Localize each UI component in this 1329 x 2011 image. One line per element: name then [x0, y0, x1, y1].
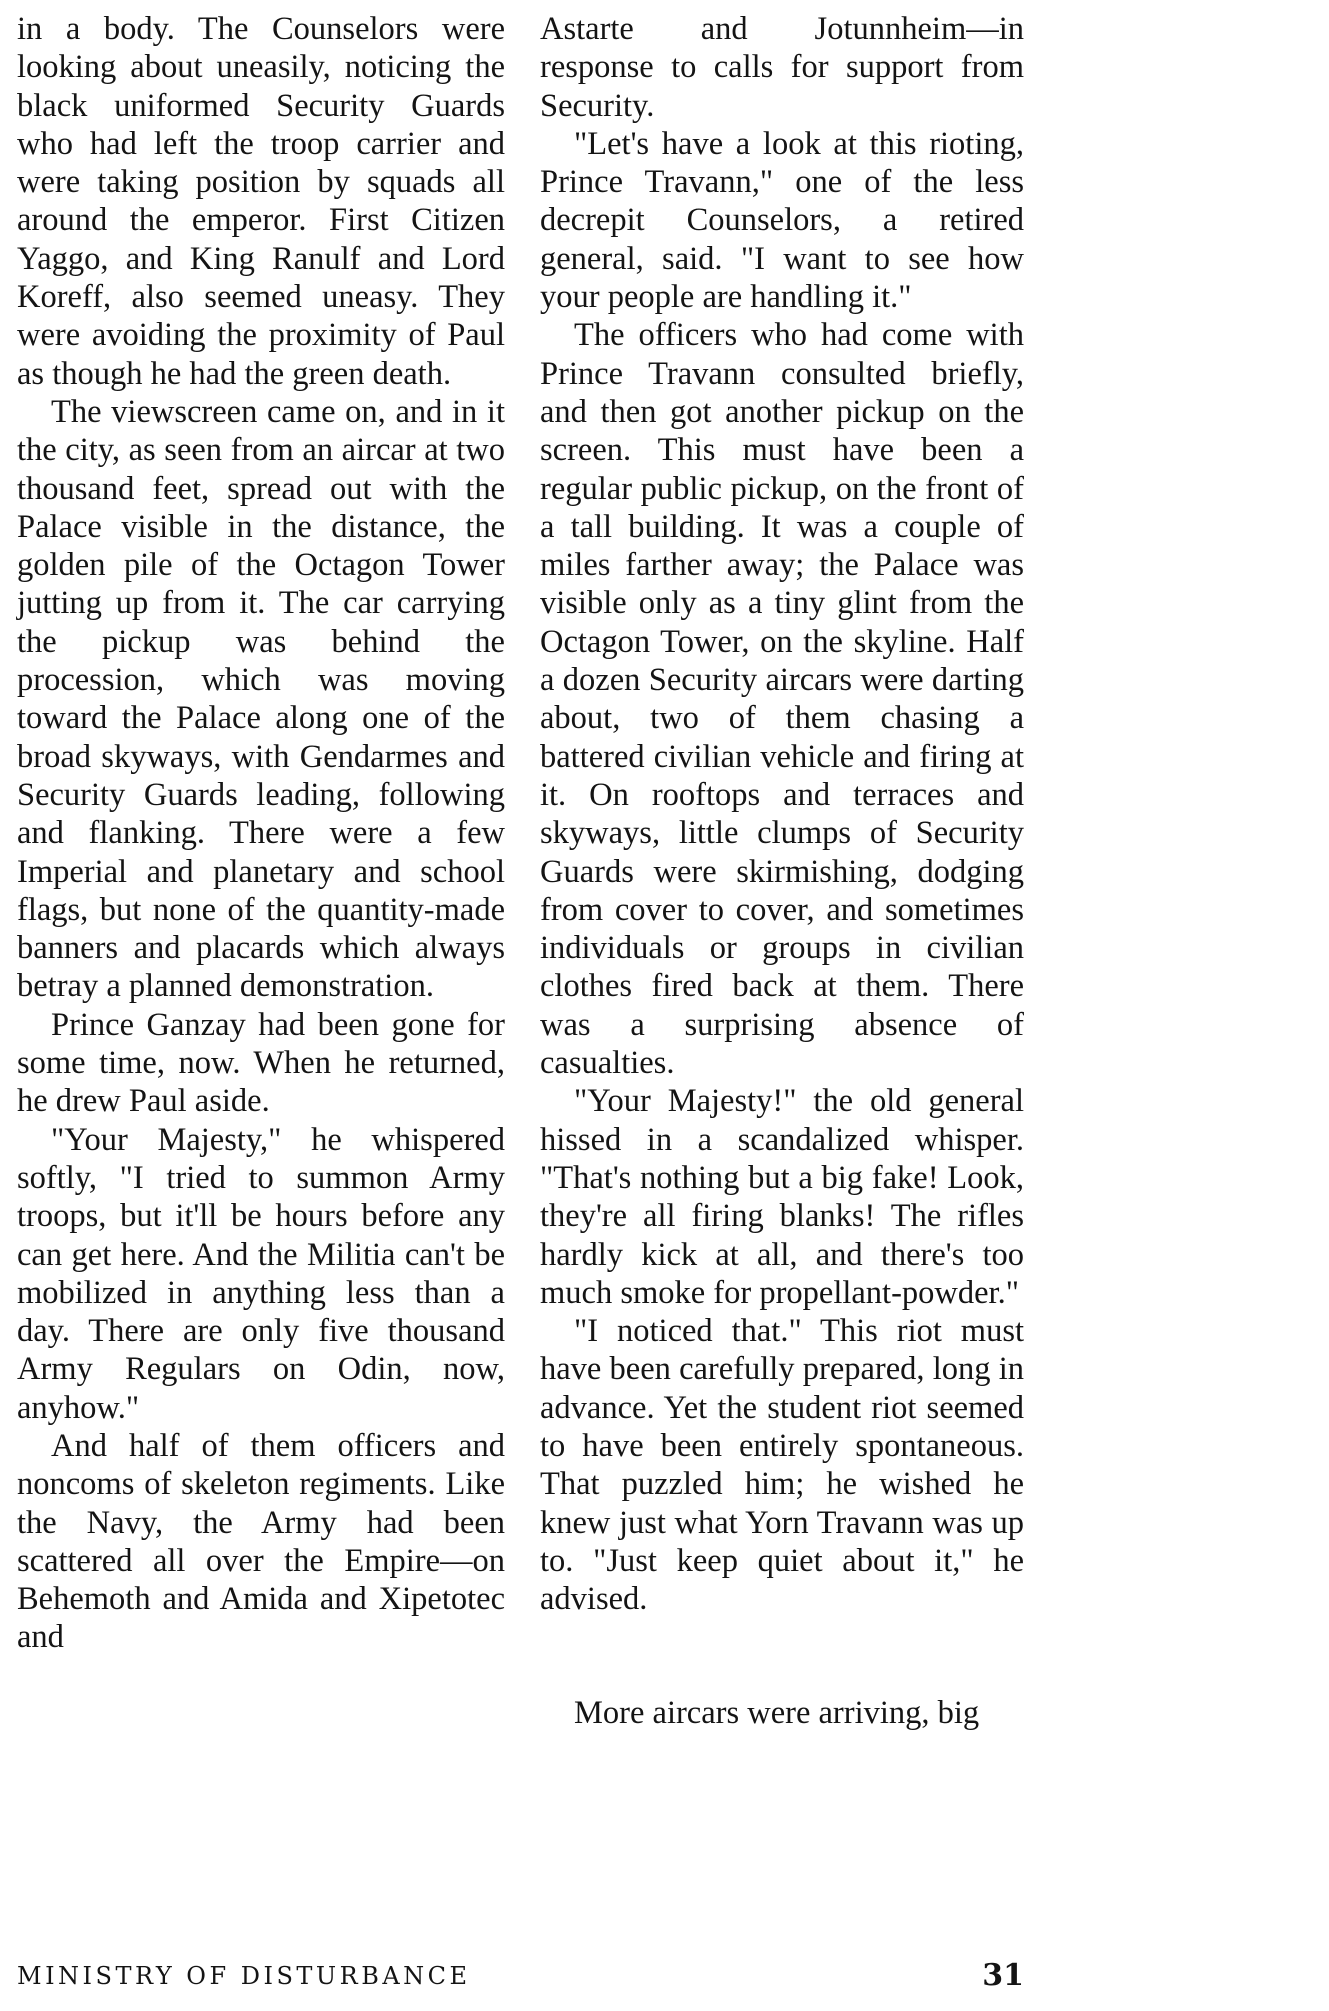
running-title: MINISTRY OF DISTURBANCE — [17, 1962, 471, 1990]
left-text-column — [17, 10, 505, 1657]
paragraph: in a body. The Counselors were looking about uneasily, noticing the black uniformed Security Guards who had left the troop carrier and were taking position by squads all around the emperor. First Citizen Yaggo, and King Ranulf and Lord Koreff, also seemed uneasy. They were avoiding the proximity of Paul as though he had the green death. — [17, 11, 505, 392]
paragraph: "I noticed that." This riot must have been carefully prepared, long in advance. Yet the student riot seemed to have been entirely spontaneous. That puzzled him; he wished he knew just what Yorn Travann was up to. "Just keep quiet about it," he advised. — [540, 1313, 1024, 1618]
paragraph: Prince Ganzay had been gone for some time, now. When he returned, he drew Paul aside. — [17, 1006, 505, 1120]
page-footer — [17, 1958, 1024, 2002]
paragraph: The viewscreen came on, and in it the city, as seen from an aircar at two thousand feet, spread out with the Palace visible in the distance, the golden pile of the Octagon Tower jutting up from it. The car carrying the pickup was behind the procession, which was moving toward the Palace along one of the broad skyways, with Gendarmes and Security Guards leading, following and flanking. There were a few Imperial and planetary and school flags, but none of the quantity-made banners and placards which always betray a planned demonstration. — [17, 393, 505, 1005]
paragraph: The officers who had come with Prince Travann consulted briefly, and then got another pickup on the screen. This must have been a regular public pickup, on the front of a tall building. It was a couple of miles farther away; the Palace was visible only as a tiny glint from the Octagon Tower, on the skyline. Half a dozen Security aircars were darting about, two of them chasing a battered civilian vehicle and firing at it. On rooftops and terraces and skyways, little clumps of Security Guards were skirmishing, dodging from cover to cover, and sometimes individuals or groups in civilian clothes fired back at them. There was a surprising absence of casualties. — [540, 317, 1024, 1082]
paragraph: More aircars were arriving, big — [574, 1695, 980, 1732]
paragraph: "Your Majesty," he whispered softly, "I tried to summon Army troops, but it'll be hours before any can get here. And the Militia can't be mobilized in anything less than a day. There are only five thousand Army Regulars on Odin, now, anyhow." — [17, 1121, 505, 1426]
right-text-column — [540, 10, 1024, 1733]
paragraph: "Let's have a look at this rioting, Prince Travann," one of the less decrepit Counselors, a retired general, said. "I want to see how your people are handling it." — [540, 125, 1024, 316]
page-number: 31 — [982, 1958, 1024, 1993]
paragraph: And half of them officers and noncoms of skeleton regiments. Like the Navy, the Army had been scattered all over the Empire—on Behemoth and Amida and Xipetotec and — [17, 1427, 505, 1656]
paragraph: Astarte and Jotunnheim—in response to calls for support from Security. — [540, 11, 1024, 124]
paragraph: "Your Majesty!" the old general hissed in a scandalized whisper. "That's nothing but a big fake! Look, they're all firing blanks! The rifles hardly kick at all, and there's too much smoke for propellant-powder." — [540, 1083, 1024, 1311]
